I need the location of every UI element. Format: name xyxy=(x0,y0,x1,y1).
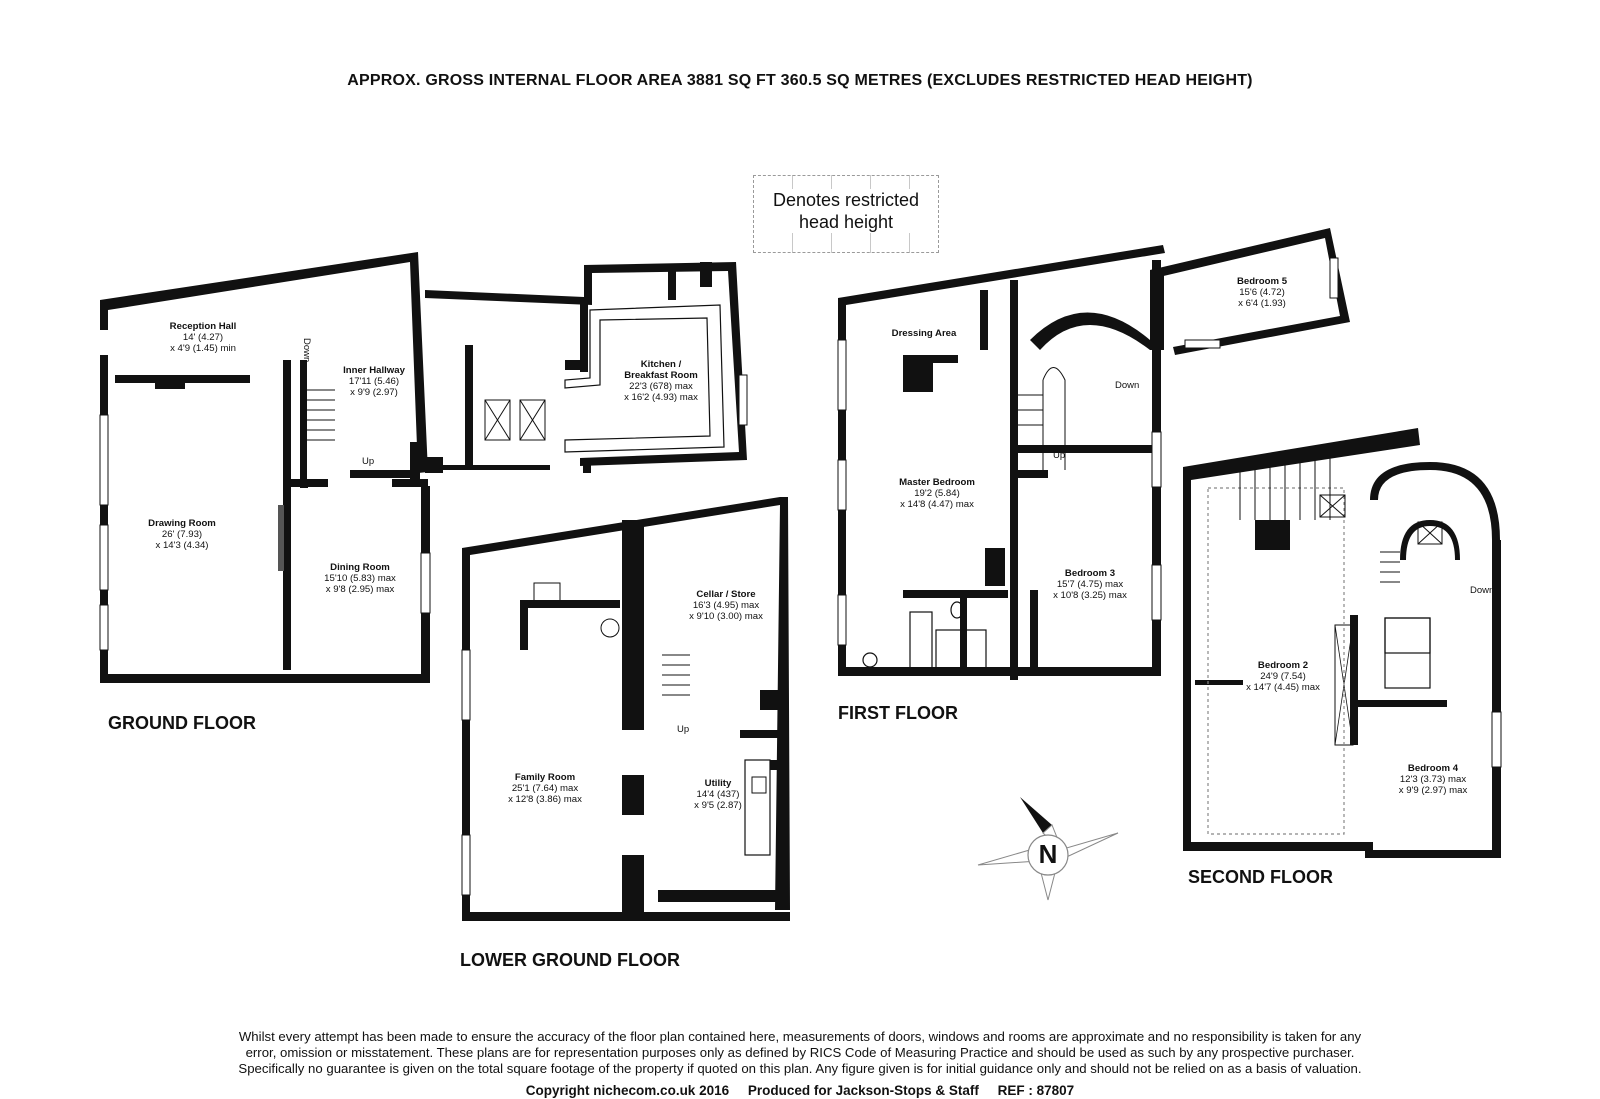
room-dim: x 14'3 (4.34) xyxy=(155,540,209,551)
room-name: Drawing Room xyxy=(148,518,216,529)
room-dim: x 12'8 (3.86) max xyxy=(508,794,582,805)
room-dim: 22'3 (678) max xyxy=(629,381,693,392)
room-reception-hall xyxy=(170,321,237,354)
legend-text xyxy=(754,189,938,233)
room-family-room xyxy=(508,772,582,805)
floor-label-second: SECOND FLOOR xyxy=(1188,867,1334,887)
legend-line-1: Denotes restricted xyxy=(754,189,938,211)
room-dim: x 10'8 (3.25) max xyxy=(1053,590,1127,601)
disclaimer-line: Specifically no guarantee is given on the total square footage of the property if quoted on this plan. Any figure given is for initial guidance only and should not be relied on as a basis of valuation. xyxy=(238,1061,1362,1076)
restricted-head-height-legend xyxy=(753,175,939,253)
room-dim: x 9'8 (2.95) max xyxy=(325,584,395,595)
copyright-line: Copyright nichecom.co.uk 2016 Produced for Jackson-Stops & Staff REF : 87807 xyxy=(525,1083,1075,1098)
room-dim: 14'4 (437) xyxy=(696,789,740,800)
room-drawing-room xyxy=(148,518,216,551)
room-name: Cellar / Store xyxy=(696,589,756,600)
room-dim: x 9'9 (2.97) xyxy=(350,387,398,398)
room-name: Kitchen / xyxy=(640,359,682,370)
floor-area-header: APPROX. GROSS INTERNAL FLOOR AREA 3881 SQ FT 360.5 SQ METRES (EXCLUDES RESTRICTED HEAD HEIGHT) xyxy=(347,72,1253,89)
lower-ground-floor-walls xyxy=(462,497,790,921)
room-dim: x 16'2 (4.93) max xyxy=(624,392,698,403)
floor-label-first: FIRST FLOOR xyxy=(838,703,958,723)
stair-tag-down: Down xyxy=(1115,380,1140,391)
stair-tag-up: Up xyxy=(362,456,375,467)
room-dim: 17'11 (5.46) xyxy=(348,376,400,387)
room-dim: 15'7 (4.75) max xyxy=(1056,579,1124,590)
compass-rose xyxy=(978,797,1118,900)
room-cellar-store xyxy=(689,589,763,622)
room-kitchen xyxy=(624,359,698,403)
room-dim: x 9'9 (2.97) max xyxy=(1398,785,1468,796)
compass-letter: N xyxy=(1038,839,1058,869)
ground-floor-walls xyxy=(100,252,747,683)
room-name: Family Room xyxy=(514,772,576,783)
room-name: Reception Hall xyxy=(169,321,237,332)
room-name: Dressing Area xyxy=(891,328,957,339)
room-dim: 25'1 (7.64) max xyxy=(511,783,579,794)
legend-line-2: head height xyxy=(754,211,938,233)
floor-label-lower-ground: LOWER GROUND FLOOR xyxy=(460,950,680,970)
room-dim: 14' (4.27) xyxy=(182,332,224,343)
room-dim: x 4'9 (1.45) min xyxy=(170,343,236,354)
room-name: Bedroom 5 xyxy=(1236,276,1288,287)
floor-label-ground: GROUND FLOOR xyxy=(108,713,256,733)
room-name: Dining Room xyxy=(330,562,390,573)
room-dining-room xyxy=(324,562,396,595)
disclaimer-line: error, omission or misstatement. These plans are for representation purposes only as defined by RICS Code of Measuring Practice and should be used as such by any prospective purchaser. xyxy=(245,1045,1355,1060)
room-bedroom-3 xyxy=(1053,568,1127,601)
stair-tag-down: Down xyxy=(301,338,312,363)
room-dim: 15'10 (5.83) max xyxy=(324,573,396,584)
room-dim: 16'3 (4.95) max xyxy=(692,600,760,611)
room-name: Bedroom 2 xyxy=(1257,660,1309,671)
disclaimer-line: Whilst every attempt has been made to ensure the accuracy of the floor plan contained here, measurements of doors, windows and rooms are approximate and no responsibility is taken for any xyxy=(238,1029,1362,1044)
room-name: Bedroom 4 xyxy=(1407,763,1459,774)
room-dim: x 14'8 (4.47) max xyxy=(900,499,974,510)
room-dressing-area xyxy=(892,328,957,339)
room-bedroom-4 xyxy=(1399,763,1467,796)
room-name: Inner Hallway xyxy=(343,365,405,376)
disclaimer xyxy=(150,1029,1450,1077)
room-dim: x 6'4 (1.93) xyxy=(1238,298,1286,309)
room-dim: 24'9 (7.54) xyxy=(1260,671,1306,682)
room-dim: x 14'7 (4.45) max xyxy=(1246,682,1320,693)
room-name: Utility xyxy=(704,778,732,789)
room-name: Bedroom 3 xyxy=(1064,568,1116,579)
room-name: Master Bedroom xyxy=(899,477,975,488)
room-dim: x 9'10 (3.00) max xyxy=(689,611,763,622)
stair-tag-up: Up xyxy=(677,724,690,735)
room-inner-hallway xyxy=(343,365,405,398)
stair-tag-down: Down xyxy=(1470,585,1495,596)
room-dim: 12'3 (3.73) max xyxy=(1399,774,1467,785)
room-bedroom-2 xyxy=(1246,660,1320,693)
room-master-bedroom xyxy=(899,477,975,510)
room-dim: 26' (7.93) xyxy=(161,529,203,540)
room-dim: 15'6 (4.72) xyxy=(1239,287,1285,298)
stair-tag-up: Up xyxy=(1053,450,1066,461)
room-dim: 19'2 (5.84) xyxy=(914,488,960,499)
room-dim: x 9'5 (2.87) xyxy=(694,800,742,811)
room-bedroom-5 xyxy=(1237,276,1287,309)
room-utility xyxy=(694,778,742,811)
room-name-line-2: Breakfast Room xyxy=(624,370,698,381)
